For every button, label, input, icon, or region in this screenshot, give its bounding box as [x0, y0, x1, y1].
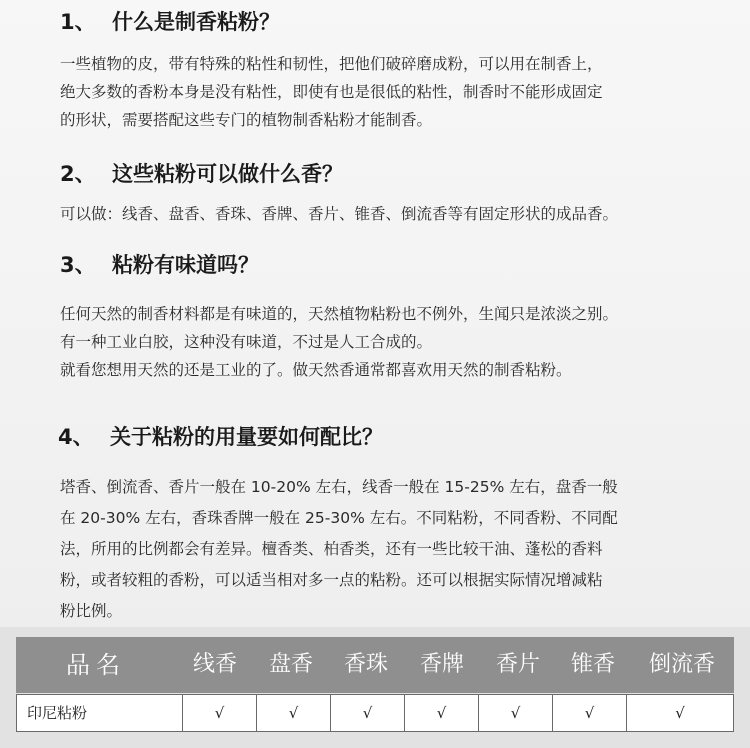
section-4-line-4: 粉，或者较粗的香粉，可以适当相对多一点的粘粉。还可以根据实际情况增减粘: [60, 571, 603, 589]
section-1-number: 1、: [60, 10, 96, 34]
section-4-line-5: 粉比例。: [60, 602, 123, 620]
header-col-5: 香片: [495, 652, 540, 677]
header-col-2: 盘香: [268, 652, 313, 677]
section-2-heading: [60, 160, 343, 188]
section-3-number: 3、: [60, 253, 96, 277]
header-col-1: 线香: [192, 652, 237, 677]
section-2-number: 2、: [60, 162, 96, 186]
section-3-line-3: 就看您想用天然的还是工业的了。做天然香通常都喜欢用天然的制香粘粉。: [60, 361, 572, 379]
section-4-line-3: 法，所用的比例都会有差异。檀香类、柏香类，还有一些比较干油、蓬松的香料: [60, 540, 603, 558]
row-cell-2: √: [256, 695, 330, 731]
section-3-title: 粘粉有味道吗？: [112, 253, 259, 277]
section-2-line-1: 可以做：线香、盘香、香珠、香牌、香片、锥香、倒流香等有固定形状的成品香。: [60, 205, 619, 223]
section-1-line-2: 绝大多数的香粉本身是没有粘性，即使有也是很低的粘性，制香时不能形成固定: [60, 83, 603, 101]
section-4-line-2: 在 20-30% 左右，香珠香牌一般在 25-30% 左右。不同粘粉，不同香粉、不同配: [60, 509, 618, 527]
section-1-line-1: 一些植物的皮，带有特殊的粘性和韧性，把他们破碎磨成粉，可以用在制香上，: [60, 55, 603, 73]
section-1-paragraph: [60, 50, 710, 134]
row-cell-6: √: [552, 695, 626, 731]
row-cell-4: √: [404, 695, 478, 731]
header-col-7: 倒流香: [648, 652, 715, 677]
section-1-title: 什么是制香粘粉？: [112, 10, 280, 34]
section-3-paragraph: [60, 300, 710, 384]
header-col-3: 香珠: [343, 652, 388, 677]
row-cell-7: √: [626, 695, 734, 731]
section-2-title: 这些粘粉可以做什么香？: [112, 162, 343, 186]
header-col-6: 锥香: [570, 652, 615, 677]
row-product-name: 印尼粘粉: [16, 695, 182, 731]
section-3-heading: [60, 251, 259, 279]
section-4-number: 4、: [58, 425, 94, 449]
row-cell-3: √: [330, 695, 404, 731]
section-1-line-3: 的形状，需要搭配这些专门的植物制香粘粉才能制香。: [60, 111, 433, 129]
section-4-line-1: 塔香、倒流香、香片一般在 10-20% 左右，线香一般在 15-25% 左右，盘香一般: [60, 478, 618, 496]
section-4-heading: [58, 423, 383, 451]
row-cell-5: √: [478, 695, 552, 731]
header-product-name: 品名: [66, 651, 126, 679]
section-4-paragraph: [60, 472, 710, 627]
table-row: [16, 694, 734, 732]
section-2-paragraph: [60, 200, 710, 228]
row-cell-1: √: [182, 695, 256, 731]
section-3-line-2: 有一种工业白胶，这种没有味道，不过是人工合成的。: [60, 333, 433, 351]
header-col-4: 香牌: [419, 652, 464, 677]
section-4-title: 关于粘粉的用量要如何配比？: [110, 425, 383, 449]
section-1-heading: [60, 8, 280, 36]
table-header: [16, 637, 734, 693]
section-3-line-1: 任何天然的制香材料都是有味道的，天然植物粘粉也不例外，生闻只是浓淡之别。: [60, 305, 619, 323]
